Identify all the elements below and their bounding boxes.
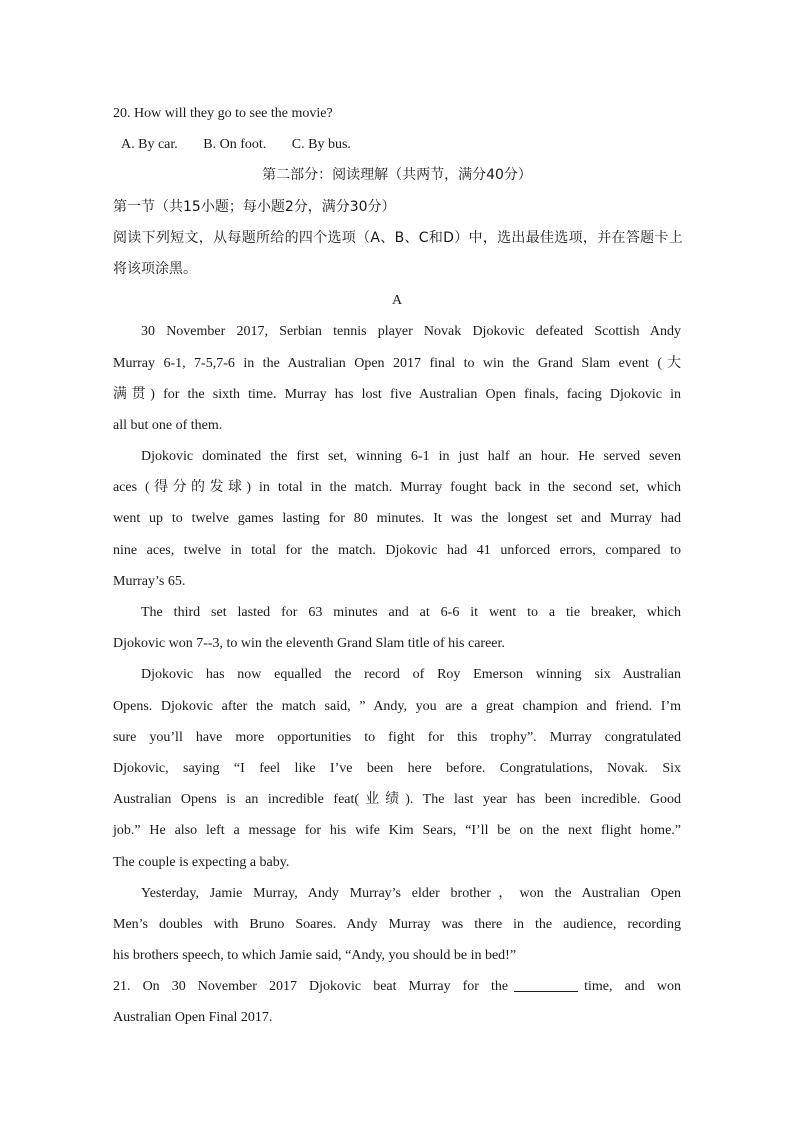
passage-line: Australian Opens is an incredible feat(业绩). The last year has been incredible. Good <box>113 792 681 808</box>
passage-line: job.” He also left a message for his wife Kim Sears, “I’ll be on the next flight home.” <box>113 823 681 839</box>
q20-options <box>113 129 681 160</box>
passage-line: went up to twelve games lasting for 80 minutes. It was the longest set and Murray had <box>113 511 681 527</box>
passage-line: Djokovic has now equalled the record of Roy Emerson winning six Australian <box>141 667 681 683</box>
instructions-line-2: 将该项涂黑。 <box>113 260 197 277</box>
passage-line: Yesterday, Jamie Murray, Andy Murray’s elder brother，won the Australian Open <box>141 885 681 901</box>
q20-option-a: A. By car. <box>121 137 178 153</box>
passage-line: Men’s doubles with Bruno Soares. Andy Murray was there in the audience, recording <box>113 916 681 932</box>
passage-line: The third set lasted for 63 minutes and at 6-6 it went to a tie breaker, which <box>141 605 681 620</box>
passage-line: Djokovic, saying “I feel like I’ve been here before. Congratulations, Novak. Six <box>113 760 681 776</box>
instructions-line-1: 阅读下列短文，从每题所给的四个选项（A、B、C和D）中，选出最佳选项，并在答题卡上 <box>113 229 684 246</box>
q21-answer-blank[interactable] <box>514 977 578 992</box>
q20-option-c: C. By bus. <box>291 137 351 153</box>
passage-line: Djokovic won 7--3, to win the eleventh Grand Slam title of his career. <box>113 636 505 652</box>
exam-page <box>113 98 684 1034</box>
passage-line: Djokovic dominated the first set, winning 6-1 in just half an hour. He served seven <box>141 449 681 465</box>
subsection-header: 第一节（共15小题；每小题2分，满分30分） <box>113 198 396 215</box>
passage-line: his brothers speech, to which Jamie said, “Andy, you should be in bed!” <box>113 948 517 964</box>
passage-line: Opens. Djokovic after the match said, ” Andy, you are a great champion and friend. I’m <box>113 698 681 714</box>
passage-line: 30 November 2017, Serbian tennis player Novak Djokovic defeated Scottish Andy <box>141 324 681 340</box>
passage-line: nine aces, twelve in total for the match. Djokovic had 41 unforced errors, compared to <box>113 542 681 558</box>
passage-line: 满贯) for the sixth time. Murray has lost five Australian Open finals, facing Djokovic in <box>113 386 681 402</box>
q21-stem <box>113 971 681 1002</box>
passage-line: The couple is expecting a baby. <box>113 854 290 870</box>
passage-line: aces (得分的发球) in total in the match. Murray fought back in the second set, which <box>113 480 681 496</box>
q20-stem: 20. How will they go to see the movie? <box>113 106 333 121</box>
section-header: 第二部分：阅读理解（共两节，满分40分） <box>262 167 532 184</box>
passage-label: A <box>391 293 403 309</box>
q21-stem-before: 21. On 30 November 2017 Djokovic beat Murray for the <box>113 979 509 995</box>
passage-line: Murray’s 65. <box>113 573 186 589</box>
passage-line: sure you’ll have more opportunities to fight for this trophy”. Murray congratulated <box>113 729 681 745</box>
passage-line: all but one of them. <box>113 417 223 433</box>
q21-stem-after: time, and won <box>584 979 681 995</box>
q20-option-b: B. On foot. <box>203 137 267 153</box>
passage-line: Murray 6-1, 7-5,7-6 in the Australian Open 2017 final to win the Grand Slam event (大 <box>113 355 681 371</box>
q21-stem-line-2: Australian Open Final 2017. <box>113 1010 273 1026</box>
